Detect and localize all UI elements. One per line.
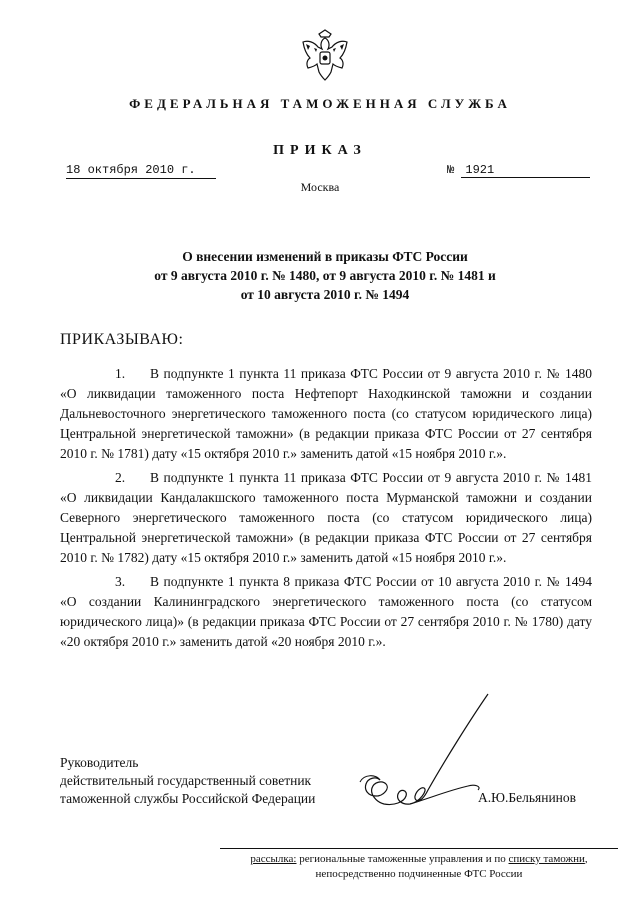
order-word: ПРИКАЗЫВАЮ: (60, 331, 184, 348)
title-line: О внесении изменений в приказы ФТС России (182, 249, 468, 264)
item-text: В подпункте 1 пункта 11 приказа ФТС России от 9 августа 2010 г. № 1480 «О ликвидации таможенного поста Нефтепорт Находкинской таможни и создании Дальневосточного энергетического таможенного поста (со статусом юридического лица) Центральной энергетической таможни» (в редакции приказа ФТС России от 27 сентября 2010 г. № 1781) дату «15 октября 2010 г.» заменить датой «15 ноября 2010 г.». (60, 366, 592, 461)
distribution-text: региональные таможенные управления и по (299, 853, 506, 865)
signer-name: А.Ю.Бельянинов (478, 790, 577, 805)
number-value: 1921 (461, 163, 590, 178)
order-item (60, 364, 592, 464)
city: Москва (300, 180, 340, 194)
position-line: Руководитель (60, 755, 139, 770)
number-label: № (447, 163, 455, 177)
order-number (447, 163, 597, 178)
item-text: В подпункте 1 пункта 11 приказа ФТС России от 9 августа 2010 г. № 1481 «О ликвидации Кандалакшского таможенного поста Мурманской таможни и создании Северного энергетического таможенного поста (со статусом юридического лица) Центральной энергетической таможни» (в редакции приказа ФТС России от 27 сентября 2010 г. № 1782) дату «15 октября 2010 г.» заменить датой «15 ноября 2010 г.». (60, 470, 592, 565)
agency-name: ФЕДЕРАЛЬНАЯ ТАМОЖЕННАЯ СЛУЖБА (129, 96, 511, 111)
document-type: ПРИКАЗ (273, 143, 367, 158)
distribution-text-end: , (584, 853, 588, 865)
title-line: от 9 августа 2010 г. № 1480, от 9 августа 2010 г. № 1481 и (154, 268, 496, 283)
order-body (60, 364, 592, 656)
distribution-line: непосредственно подчиненные ФТС России (315, 868, 523, 880)
item-number: 1. (115, 366, 126, 381)
position-line: действительный государственный советник (60, 773, 312, 788)
order-date: 18 октября 2010 г. (66, 163, 216, 179)
distribution-list (220, 848, 618, 882)
document-title (80, 247, 570, 304)
distribution-line (220, 852, 618, 867)
distribution-label: рассылка: (250, 853, 297, 865)
order-item (60, 468, 592, 568)
distribution-link: списку таможни (508, 853, 585, 865)
item-number: 3. (115, 574, 126, 589)
item-text: В подпункте 1 пункта 8 приказа ФТС России от 10 августа 2010 г. № 1494 «О создании Калининградского энергетического таможенного поста (со статусом юридического лица)» (в редакции приказа ФТС России от 27 сентября 2010 г. № 1780) дату «20 октября 2010 г.» заменить датой «20 ноября 2010 г.». (60, 574, 592, 649)
order-item (60, 572, 592, 652)
position-line: таможенной службы Российской Федерации (60, 791, 316, 806)
signer-position (60, 754, 315, 808)
coat-of-arms-icon (300, 28, 350, 86)
title-line: от 10 августа 2010 г. № 1494 (240, 287, 410, 302)
item-number: 2. (115, 470, 126, 485)
